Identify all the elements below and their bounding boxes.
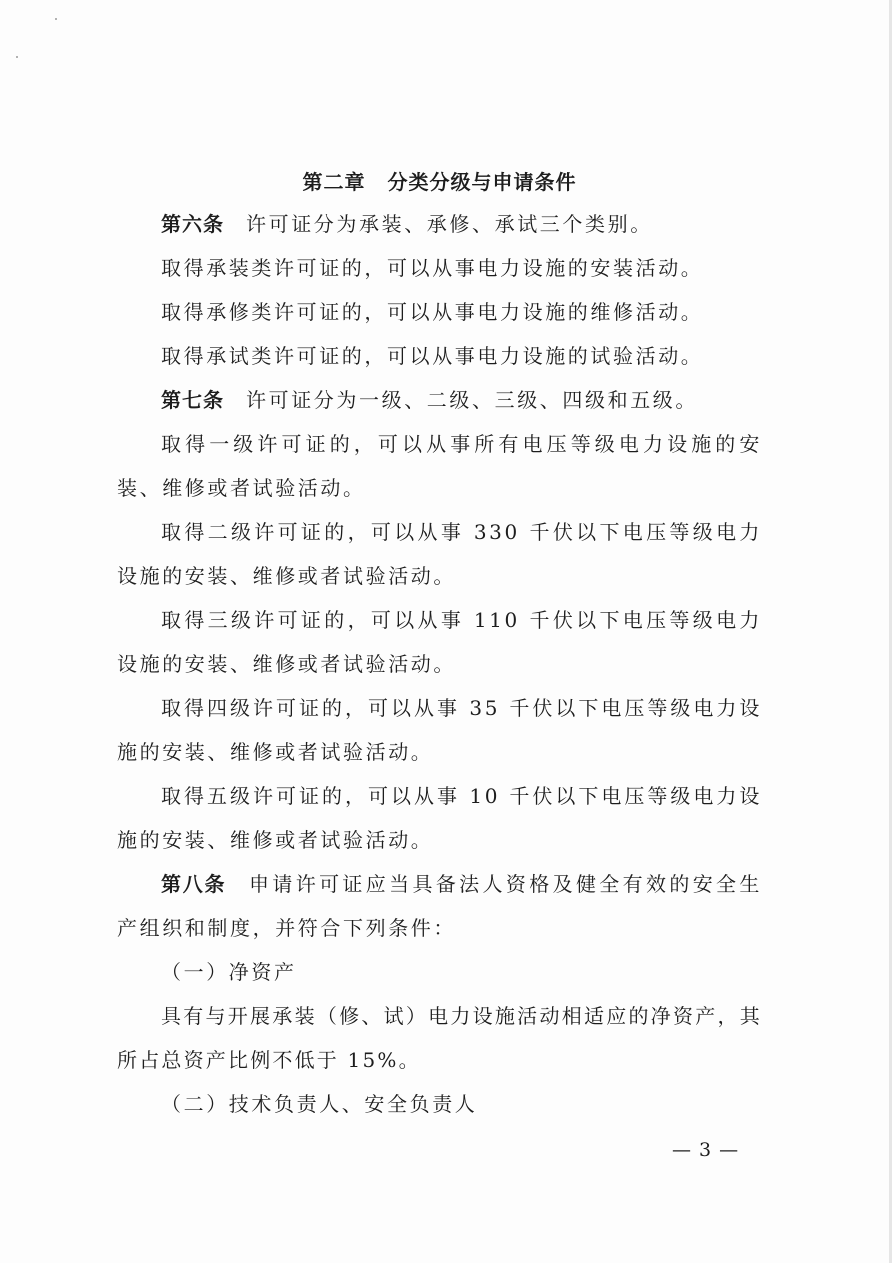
article-label: 第六条 bbox=[161, 212, 224, 236]
article-label: 第七条 bbox=[161, 388, 224, 412]
article-text: 许可证分为一级、二级、三级、四级和五级。 bbox=[246, 388, 698, 412]
paragraph: 取得承修类许可证的，可以从事电力设施的维修活动。 bbox=[161, 300, 704, 324]
paragraph: 具有与开展承装（修、试）电力设施活动相适应的净资产，其所占总资产比例不低于 15%。 bbox=[117, 1004, 762, 1072]
chapter-heading bbox=[117, 162, 762, 202]
page-number: — 3 — bbox=[672, 1139, 740, 1161]
paragraph: 取得一级许可证的，可以从事所有电压等级电力设施的安装、维修或者试验活动。 bbox=[117, 432, 762, 500]
paragraph: 取得三级许可证的，可以从事 110 千伏以下电压等级电力设施的安装、维修或者试验活动。 bbox=[117, 608, 762, 676]
scan-speck bbox=[55, 18, 57, 20]
list-item-heading: （二）技术负责人、安全负责人 bbox=[161, 1092, 478, 1116]
article-text: 申请许可证应当具备法人资格及健全有效的安全生产组织和制度，并符合下列条件： bbox=[117, 872, 763, 940]
article-label: 第八条 bbox=[161, 872, 227, 896]
paragraph: 取得五级许可证的，可以从事 10 千伏以下电压等级电力设施的安装、维修或者试验活动。 bbox=[117, 784, 762, 852]
document-body bbox=[117, 162, 762, 1126]
chapter-title: 分类分级与申请条件 bbox=[387, 170, 577, 194]
list-item-heading: （一）净资产 bbox=[161, 960, 297, 984]
scan-speck bbox=[16, 56, 18, 58]
article-text: 许可证分为承装、承修、承试三个类别。 bbox=[246, 212, 653, 236]
paragraph: 取得承装类许可证的，可以从事电力设施的安装活动。 bbox=[161, 256, 704, 280]
paragraph: 取得承试类许可证的，可以从事电力设施的试验活动。 bbox=[161, 344, 704, 368]
article-8 bbox=[117, 862, 762, 950]
paragraph: 取得二级许可证的，可以从事 330 千伏以下电压等级电力设施的安装、维修或者试验活动。 bbox=[117, 520, 762, 588]
article-6 bbox=[117, 202, 762, 246]
article-7 bbox=[117, 378, 762, 422]
chapter-number: 第二章 bbox=[302, 170, 366, 194]
paragraph: 取得四级许可证的，可以从事 35 千伏以下电压等级电力设施的安装、维修或者试验活动。 bbox=[117, 696, 762, 764]
